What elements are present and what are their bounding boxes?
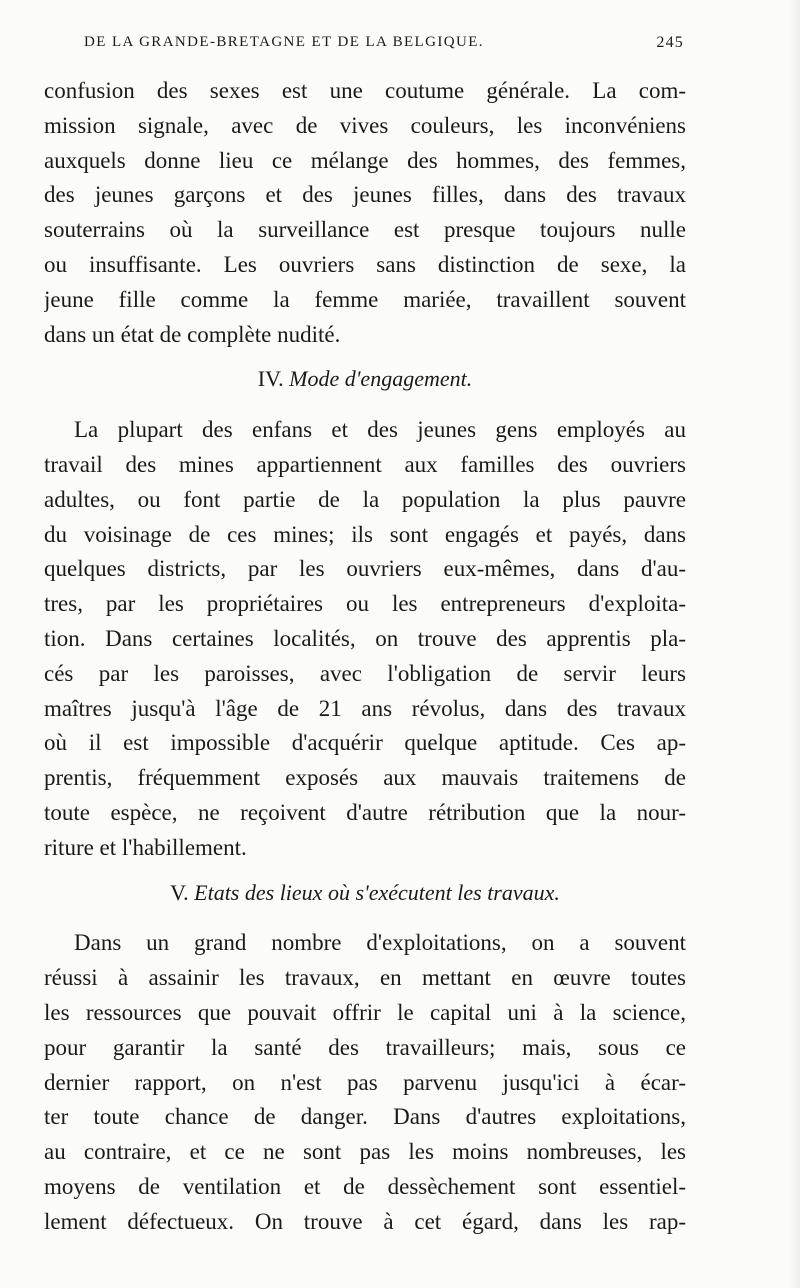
running-header — [84, 34, 684, 60]
text-line: dans un état de complète nudité. — [44, 321, 341, 347]
text-line: souterrains où la surveillance est presque toujours nulle — [44, 217, 686, 243]
section-heading-v — [44, 876, 686, 911]
text-line: réussi à assainir les travaux, en mettant en œuvre toutes — [44, 965, 686, 991]
text-line: La plupart des enfans et des jeunes gens employés au — [74, 417, 686, 443]
text-line: du voisinage de ces mines; ils sont engagés et payés, dans — [44, 521, 686, 547]
text-line: tres, par les propriétaires ou les entrepreneurs d'exploita- — [44, 591, 686, 617]
body-text — [44, 74, 686, 1240]
text-line: tion. Dans certaines localités, on trouve des apprentis pla- — [44, 625, 686, 651]
text-line: travail des mines appartiennent aux familles des ouvriers — [44, 451, 686, 477]
text-line: au contraire, et ce ne sont pas les moins nombreuses, les — [44, 1139, 686, 1165]
text-line: auxquels donne lieu ce mélange des hommes, des femmes, — [44, 147, 686, 173]
text-line: ou insuffisante. Les ouvriers sans distinction de sexe, la — [44, 251, 686, 277]
running-title: DE LA GRANDE-BRETAGNE ET DE LA BELGIQUE. — [84, 34, 484, 50]
paragraph-continued — [44, 74, 686, 352]
text-line: adultes, ou font partie de la population la plus pauvre — [44, 486, 686, 512]
text-line: les ressources que pouvait offrir le capital uni à la science, — [44, 999, 686, 1025]
text-line: lement défectueux. On trouve à cet égard, dans les rap- — [44, 1208, 686, 1234]
text-line: jeune fille comme la femme mariée, travaillent souvent — [44, 286, 686, 312]
section-heading-iv — [44, 362, 686, 397]
text-line: moyens de ventilation et de dessèchement sont essentiel- — [44, 1173, 686, 1199]
text-line: prentis, fréquemment exposés aux mauvais traitemens de — [44, 765, 686, 791]
text-line: mission signale, avec de vives couleurs, les inconvéniens — [44, 112, 686, 138]
text-line: des jeunes garçons et des jeunes filles, dans des travaux — [44, 182, 686, 208]
section-number: IV. — [257, 366, 284, 392]
scan-edge-shadow — [788, 0, 800, 1288]
paragraph-conditions — [44, 926, 686, 1239]
text-line: où il est impossible d'acquérir quelque aptitude. Ces ap- — [44, 730, 686, 756]
text-line: dernier rapport, on n'est pas parvenu jusqu'ici à écar- — [44, 1069, 686, 1095]
text-line: cés par les paroisses, avec l'obligation de servir leurs — [44, 660, 686, 686]
text-line: maîtres jusqu'à l'âge de 21 ans révolus, dans des travaux — [44, 695, 686, 721]
text-line: confusion des sexes est une coutume générale. La com- — [44, 78, 686, 103]
text-line: Dans un grand nombre d'exploitations, on a souvent — [74, 930, 686, 956]
section-number: V. — [170, 879, 189, 905]
section-title: Etats des lieux où s'exécutent les travaux. — [194, 879, 560, 905]
text-line: quelques districts, par les ouvriers eux-mêmes, dans d'au- — [44, 556, 686, 582]
section-title: Mode d'engagement. — [289, 366, 473, 392]
text-line: toute espèce, ne reçoivent d'autre rétribution que la nour- — [44, 799, 686, 825]
text-line: riture et l'habillement. — [44, 834, 247, 860]
page-number: 245 — [656, 34, 684, 51]
paragraph-engagement — [44, 413, 686, 865]
text-line: ter toute chance de danger. Dans d'autres exploitations, — [44, 1104, 686, 1130]
text-line: pour garantir la santé des travailleurs; mais, sous ce — [44, 1034, 686, 1060]
